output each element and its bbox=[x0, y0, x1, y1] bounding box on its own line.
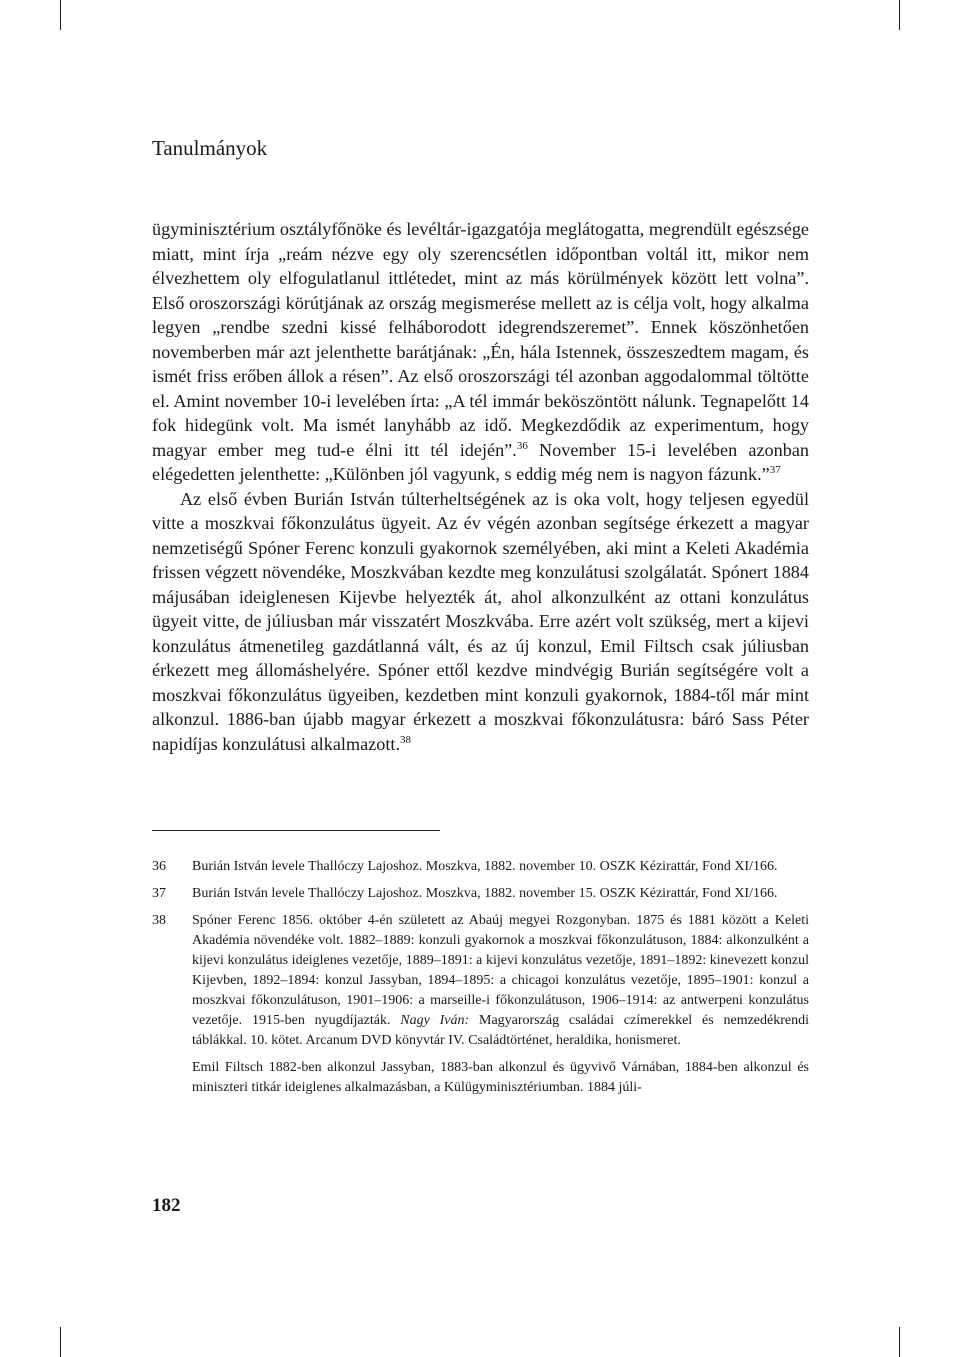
footnotes bbox=[152, 857, 809, 1105]
footnote-ref-38[interactable]: 38 bbox=[400, 733, 411, 746]
main-text bbox=[152, 217, 809, 756]
paragraph-1: ügyminisztérium osztályfőnöke és levéltár-igazgatója meglátogatta, megrendült egészsége miatt, mint írja „reám nézve egy oly szerencsétlen időpontban voltál itt, mikor nem élvezhettem oly elfogulatlanul ittlétedet, mint az más körülmények között lett volna”. Első oroszországi körútjának az ország megismerése mellett az is célja volt, hogy alkalma legyen „rendbe szedni kissé felháborodott idegrendszeremet”. Ennek köszönhetően novemberben már azt jelenthette barátjának: „Én, hála Istennek, összeszedtem magam, és ismét friss erőben állok a résen”. Az első oroszországi tél azonban aggodalommal töltötte el. Amint november 10-i levelében írta: „A tél immár beköszöntött nálunk. Tegnapelőtt 14 fok hidegünk volt. Ma ismét lanyhább az idő. Megkezdődik az experimentum, hogy magyar ember meg tud-e élni itt tél idején”.$^{36}$ November 15-i levelében azonban elégedetten jelenthette: „Különben jól vagyunk, s eddig még nem is nagyon fázunk.”$^{37}$ bbox=[152, 219, 809, 484]
crop-mark-bottom-right bbox=[899, 1327, 900, 1357]
paragraph-2: Az első évben Burián István túlterheltségének az is oka volt, hogy teljesen egyedül vitte a moszkvai főkonzulátus ügyeit. Az év végén azonban segítsége érkezett a magyar nemzetiségű Spóner Ferenc konzuli gyakornok személyében, aki mint a Keleti Akadémia frissen végzett növendéke, Moszkvában kezdte meg konzulátusi szolgálatát. Spónert 1884 májusában ideiglenesen Kijevbe helyezték át, ahol alkonzulként az ottani konzulátus ügyeit vitte, de júliusban már visszatért Moszkvába. Erre azért volt szükség, mert a kijevi konzulátus átmenetileg gazdátlanná vált, és az új konzul, Emil Filtsch csak júliusban érkezett meg állomáshelyére. Spóner ettől kezdve mindvégig Burián segítségére volt a moszkvai főkonzulátus ügyeiben, kezdetben mint konzuli gyakornok, 1884-től már mint alkonzul. 1886-ban újabb magyar érkezett a moszkvai főkonzulátusra: báró Sass Péter napidíjas konzulátusi alkalmazott.$^{38}$ bbox=[152, 488, 809, 754]
footnote-number: 38 bbox=[152, 913, 166, 928]
footnote-number: 37 bbox=[152, 886, 166, 901]
crop-mark-bottom-left bbox=[60, 1327, 61, 1357]
footnote-ref-37[interactable]: 37 bbox=[769, 463, 781, 476]
page-number: 182 bbox=[152, 1195, 181, 1216]
footnote-separator bbox=[152, 830, 440, 831]
footnote-text: Spóner Ferenc 1856. október 4-én született az Abaúj megyei Rozgonyban. 1875 és 1881 között a Keleti Akadémia növendéke volt. 1882–1889: konzuli gyakornok a moszkvai főkonzulátuson, 1884: alkonzulként a kijevi konzulátus ideiglenes vezetője, 1889–1891: a kijevi konzulátus vezetője, 1891–1892: kinevezett konzul Kijevben, 1892–1894: konzul Jassyban, 1894–1895: a chicagoi konzulátus vezetője, 1895–1901: konzul a moszkvai főkonzulátuson, 1901–1906: a marseille-i főkonzulátuson, 1906–1914: az antwerpeni konzulátus vezetője. 1915-ben nyugdíjazták. Nagy Iván: Magyarország családai czímerekkel és nemzedékrendi táblákkal. 10. kötet. Arcanum DVD könyvtár IV. Családtörténet, heraldika, honismeret. bbox=[192, 913, 809, 1048]
footnote-ref-36[interactable]: 36 bbox=[516, 439, 528, 452]
footnote-text: Burián István levele Thallóczy Lajoshoz. Moszkva, 1882. november 15. OSZK Kézirattár, Fond XI/166. bbox=[192, 886, 778, 901]
footnote-37 bbox=[152, 884, 809, 904]
crop-mark-top-left bbox=[60, 0, 61, 30]
footnote-text: Burián István levele Thallóczy Lajoshoz. Moszkva, 1882. november 10. OSZK Kézirattár, Fond XI/166. bbox=[192, 859, 778, 874]
running-header: Tanulmányok bbox=[152, 136, 268, 160]
footnote-38 bbox=[152, 911, 809, 1098]
crop-mark-top-right bbox=[899, 0, 900, 30]
footnote-continuation: Emil Filtsch 1882-ben alkonzul Jassyban, 1883-ban alkonzul és ügyvivő Várnában, 1884-ben alkonzul és miniszteri titkár ideiglenes alkalmazásban, a Külügyminisztériumban. 1884 júli- bbox=[192, 1060, 809, 1095]
footnote-36 bbox=[152, 857, 809, 877]
author-name: Nagy Iván: bbox=[400, 1013, 470, 1028]
footnote-number: 36 bbox=[152, 859, 166, 874]
